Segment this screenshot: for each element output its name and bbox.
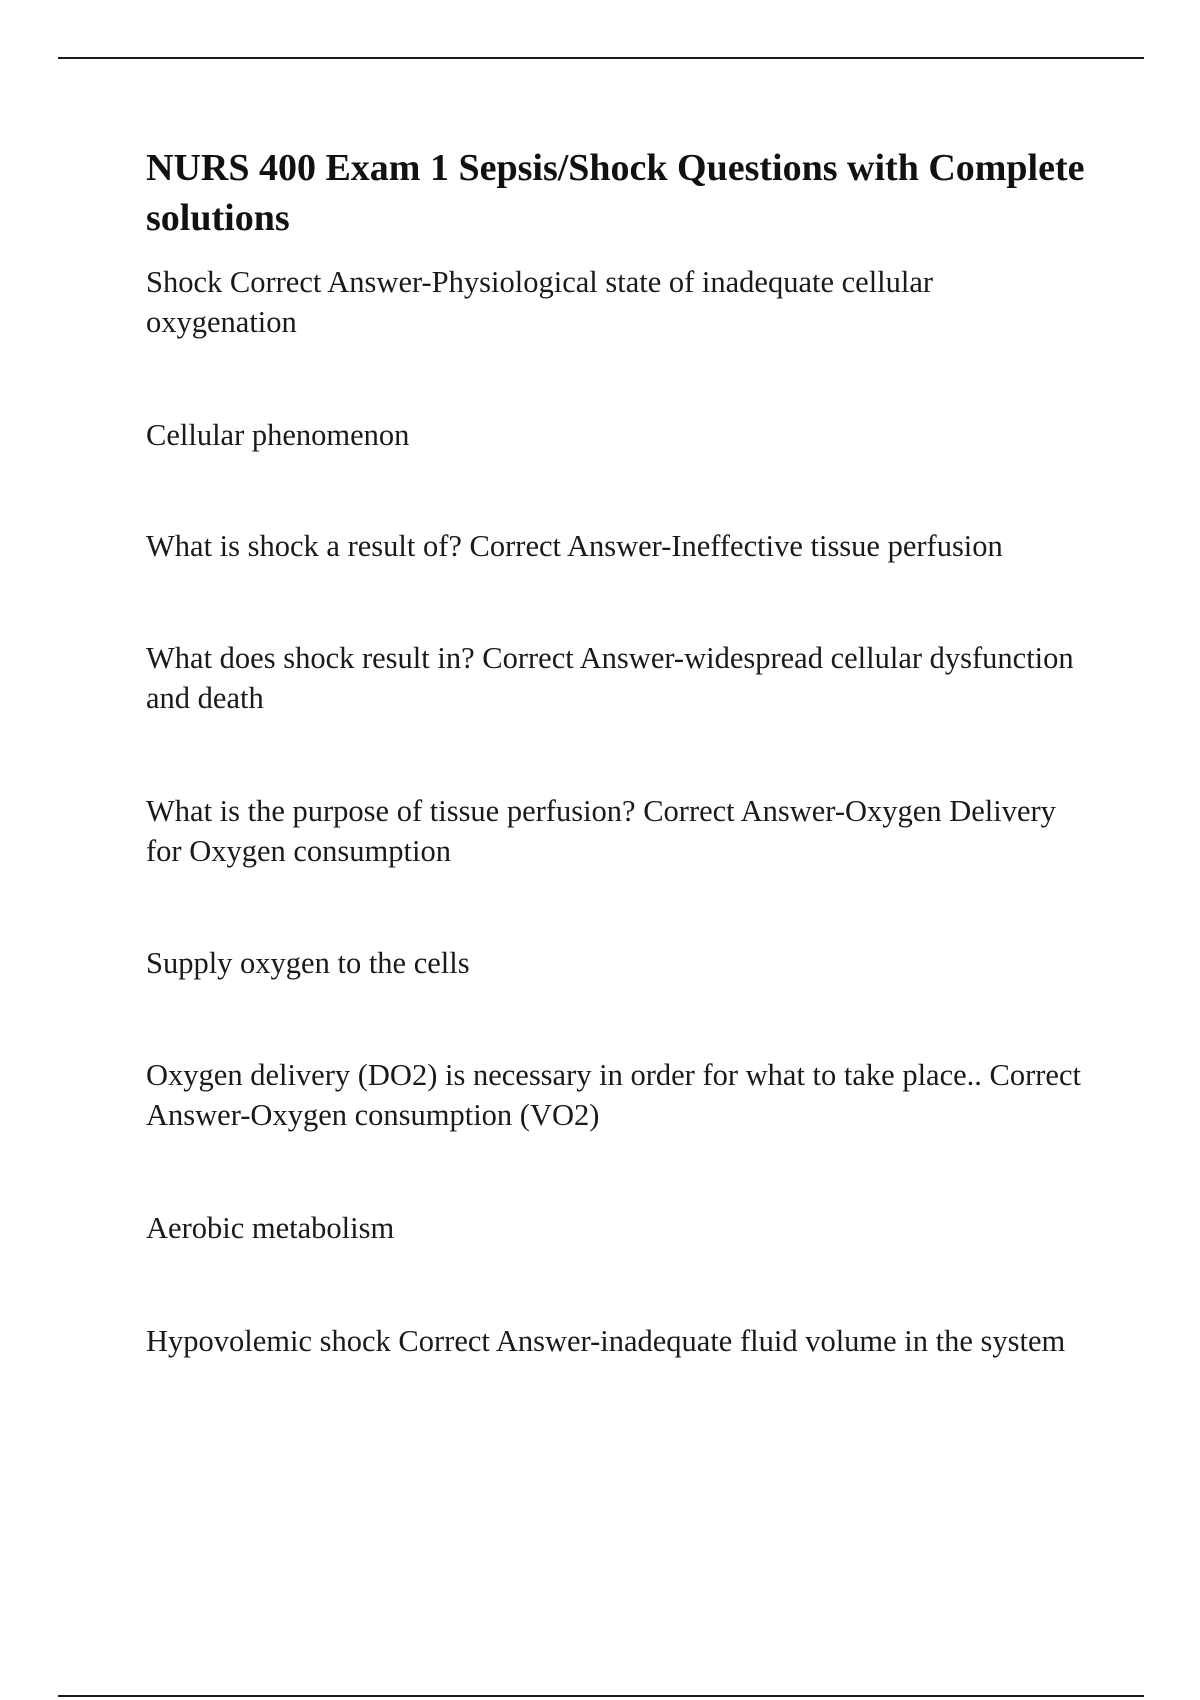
entry-tissue-perfusion-purpose: What is the purpose of tissue perfusion? Correct Answer-Oxygen Delivery for Oxygen consumption [146, 794, 1056, 868]
document-body [146, 143, 1086, 1358]
entry-supply-oxygen: Supply oxygen to the cells [146, 946, 470, 980]
entry-hypovolemic-shock: Hypovolemic shock Correct Answer-inadequate fluid volume in the system [146, 1324, 1066, 1358]
document-title: NURS 400 Exam 1 Sepsis/Shock Questions with Complete solutions [146, 147, 1085, 239]
entry-shock-result-in: What does shock result in? Correct Answer-widespread cellular dysfunction and death [146, 641, 1074, 715]
top-rule [58, 57, 1144, 59]
bottom-rule [58, 1695, 1144, 1697]
entry-aerobic-metabolism: Aerobic metabolism [146, 1211, 395, 1245]
entry-shock-definition: Shock Correct Answer-Physiological state of inadequate cellular oxygenation [146, 265, 934, 339]
entry-cellular-phenomenon: Cellular phenomenon [146, 418, 410, 452]
entry-oxygen-delivery: Oxygen delivery (DO2) is necessary in order for what to take place.. Correct Answer-Oxygen consumption (VO2) [146, 1058, 1081, 1132]
entry-shock-result-of: What is shock a result of? Correct Answer-Ineffective tissue perfusion [146, 529, 1003, 563]
